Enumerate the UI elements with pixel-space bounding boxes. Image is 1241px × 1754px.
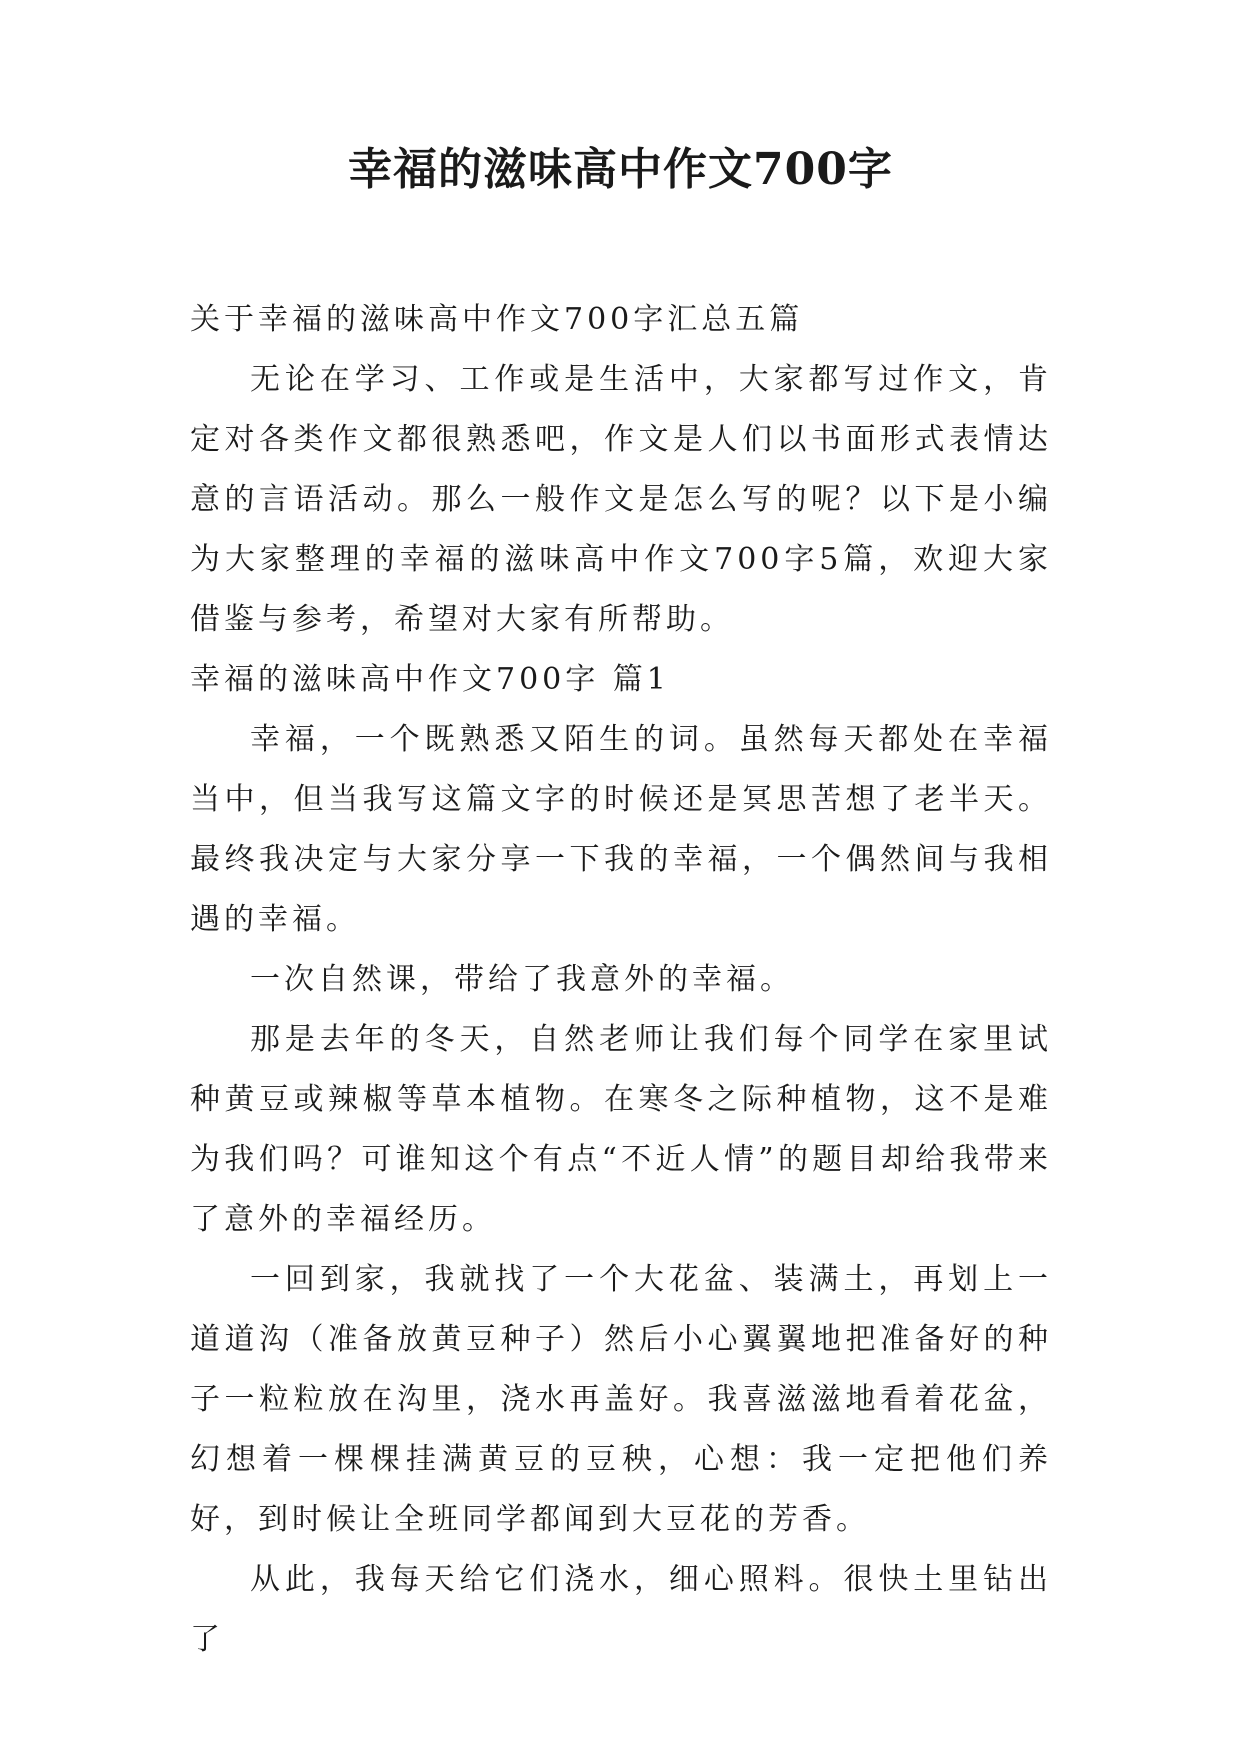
document-subtitle: 关于幸福的滋味高中作文700字汇总五篇 (190, 302, 804, 337)
body-paragraph: 一回到家，我就找了一个大花盆、装满土，再划上一道道沟（准备放黄豆种子）然后小心翼翼地把准备好的种子一粒粒放在沟里，浇水再盖好。我喜滋滋地看着花盆，幻想着一棵棵挂满黄豆的豆秧，心想：我一定把他们养好，到时候让全班同学都闻到大豆花的芳香。 (190, 1262, 1052, 1537)
section-heading: 幸福的滋味高中作文700字 篇1 (190, 662, 670, 697)
body-paragraph: 幸福，一个既熟悉又陌生的词。虽然每天都处在幸福当中，但当我写这篇文字的时候还是冥思苦想了老半天。最终我决定与大家分享一下我的幸福，一个偶然间与我相遇的幸福。 (190, 722, 1052, 937)
document-title: 幸福的滋味高中作文700字 (348, 144, 893, 195)
body-paragraph: 那是去年的冬天，自然老师让我们每个同学在家里试种黄豆或辣椒等草本植物。在寒冬之际种植物，这不是难为我们吗？可谁知这个有点“不近人情”的题目却给我带来了意外的幸福经历。 (190, 1022, 1052, 1237)
document-body (190, 290, 1052, 1670)
intro-paragraph: 无论在学习、工作或是生活中，大家都写过作文，肯定对各类作文都很熟悉吧，作文是人们以书面形式表情达意的言语活动。那么一般作文是怎么写的呢？以下是小编为大家整理的幸福的滋味高中作文700字5篇，欢迎大家借鉴与参考，希望对大家有所帮助。 (190, 362, 1052, 637)
body-paragraph: 一次自然课，带给了我意外的幸福。 (250, 962, 794, 997)
body-paragraph: 从此，我每天给它们浇水，细心照料。很快土里钻出了 (190, 1562, 1052, 1657)
